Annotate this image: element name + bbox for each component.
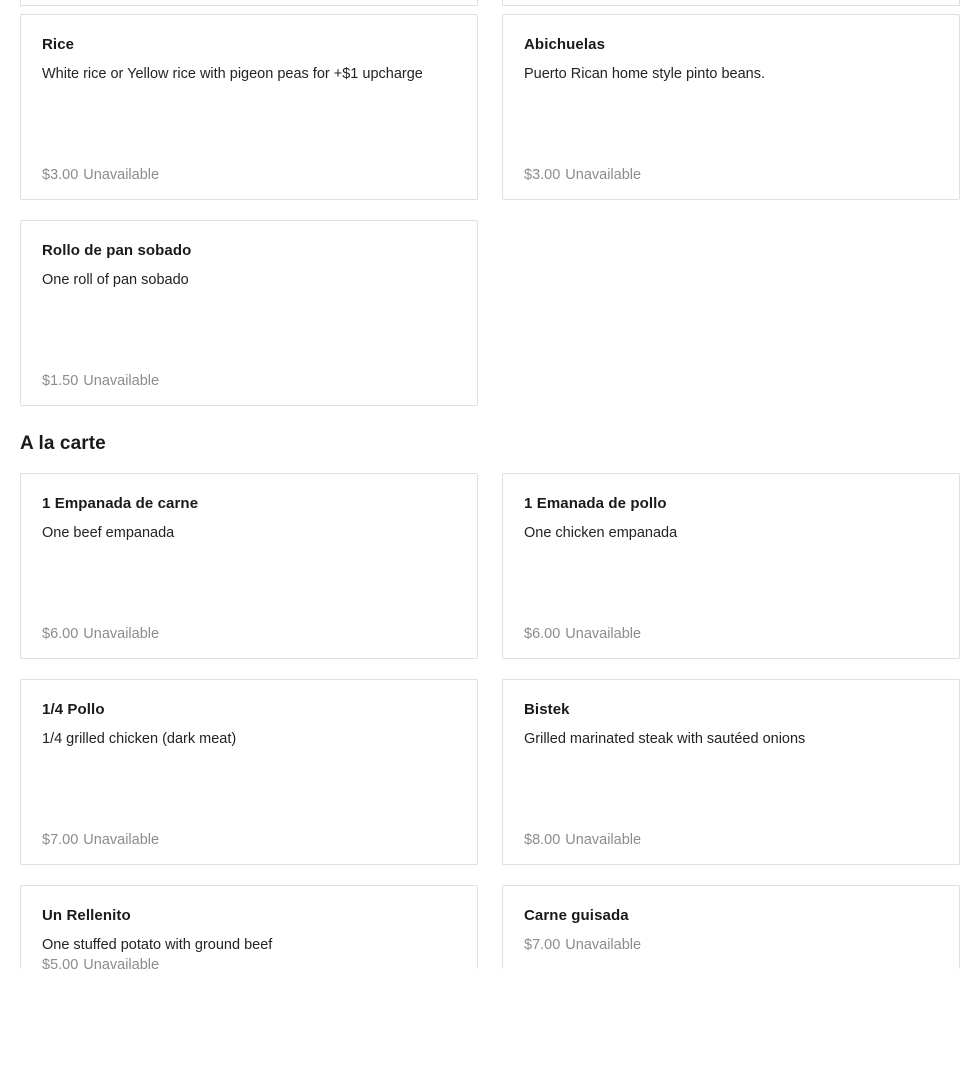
menu-item-footer [524,165,937,185]
menu-item-price: $5.00 [42,957,79,969]
menu-item-price: $8.00 [524,832,561,848]
menu-item-footer [42,955,455,969]
menu-section-sides-grid [0,14,965,406]
menu-section-a-la-carte-grid [0,473,965,969]
menu-item-description: One beef empanada [42,525,175,541]
menu-item-availability: Unavailable [565,626,642,642]
menu-item-card[interactable] [20,473,478,659]
menu-item-price: $1.50 [42,373,79,389]
menu-item-availability: Unavailable [83,373,160,389]
menu-item-description: One chicken empanada [524,525,678,541]
menu-item-availability: Unavailable [83,957,160,969]
menu-item-card[interactable] [502,679,960,865]
menu-item-price: $7.00 [42,832,79,848]
menu-item-card[interactable] [502,14,960,200]
row-gap-spacer [0,6,965,14]
menu-item-description: 1/4 grilled chicken (dark meat) [42,731,237,747]
menu-item-footer [524,935,937,955]
menu-item-footer [42,624,455,644]
menu-item-card-clipped[interactable] [502,0,960,6]
section-heading-a-la-carte: A la carte [20,433,106,454]
menu-item-card[interactable] [20,885,478,969]
menu-item-price: $7.00 [524,937,561,953]
menu-item-card[interactable] [502,885,960,969]
menu-item-availability: Unavailable [83,832,160,848]
menu-item-availability: Unavailable [565,937,642,953]
menu-item-title: 1/4 Pollo [42,701,105,718]
menu-item-description: One roll of pan sobado [42,272,189,288]
menu-item-footer [42,371,455,391]
menu-item-card[interactable] [502,473,960,659]
menu-item-title: Bistek [524,701,570,718]
menu-item-footer [524,830,937,850]
menu-item-price: $3.00 [524,167,561,183]
menu-item-availability: Unavailable [83,626,160,642]
menu-item-title: 1 Emanada de pollo [524,495,667,512]
menu-item-title: Rollo de pan sobado [42,242,192,259]
menu-item-description: White rice or Yellow rice with pigeon peas for +$1 upcharge [42,66,423,82]
menu-item-title: Un Rellenito [42,907,131,924]
menu-item-availability: Unavailable [565,167,642,183]
menu-item-price: $3.00 [42,167,79,183]
menu-item-description: Puerto Rican home style pinto beans. [524,66,765,82]
menu-item-card[interactable] [20,220,478,406]
menu-item-footer [524,624,937,644]
menu-item-price: $6.00 [42,626,79,642]
menu-item-footer [42,165,455,185]
menu-item-card-clipped[interactable] [20,0,478,6]
menu-item-title: Carne guisada [524,907,629,924]
menu-item-footer [42,830,455,850]
menu-item-card[interactable] [20,679,478,865]
menu-item-card[interactable] [20,14,478,200]
menu-item-title: 1 Empanada de carne [42,495,199,512]
menu-item-description: Grilled marinated steak with sautéed onions [524,731,806,747]
menu-item-title: Rice [42,36,75,53]
menu-item-title: Abichuelas [524,36,606,53]
menu-item-availability: Unavailable [565,832,642,848]
menu-item-description: One stuffed potato with ground beef [42,937,273,953]
menu-item-price: $6.00 [524,626,561,642]
menu-item-availability: Unavailable [83,167,160,183]
